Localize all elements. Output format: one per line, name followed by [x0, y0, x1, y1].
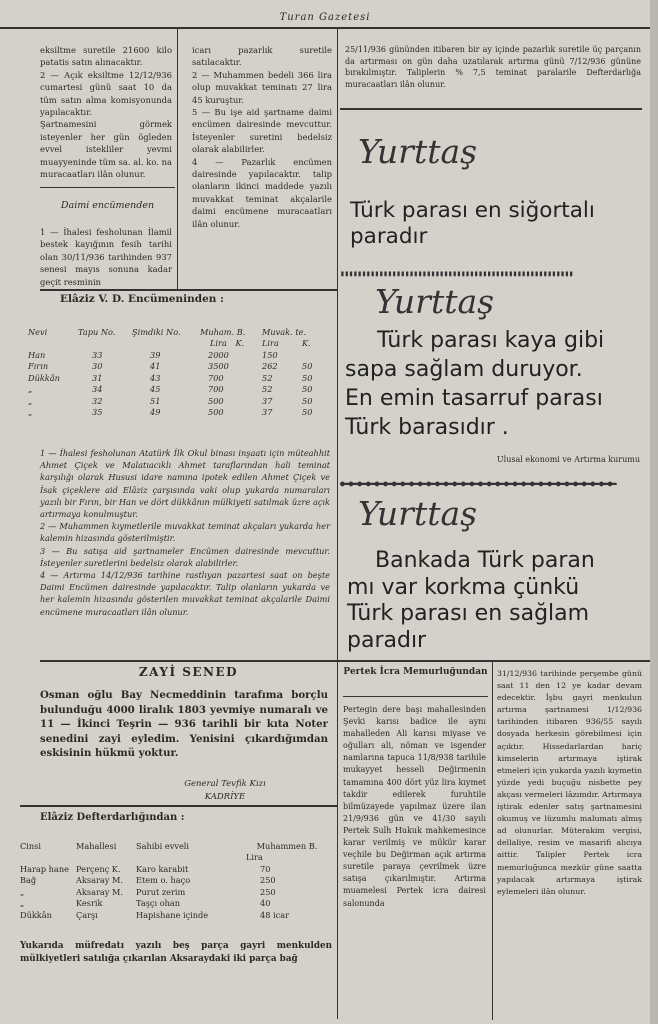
ad-slogan-line: mı var korkma çünkü: [347, 574, 580, 600]
table-cell-kurus: 50: [302, 384, 313, 395]
table-cell-lira: 37: [262, 407, 273, 418]
table-cell-simdiki: 43: [150, 372, 161, 383]
ad-slogan-line: En emin tasarruf parası: [345, 386, 603, 411]
ad-slogan-line: Bankada Türk paran: [375, 548, 595, 573]
table-cell-muham: 3500: [208, 361, 229, 372]
col-header: Muhammen B.: [256, 840, 318, 851]
col-header: Şimdiki No.: [132, 326, 181, 337]
ad-slogan-line: sapa sağlam duruyor.: [345, 357, 583, 382]
elaziz-vd-title: Elâziz V. D. Encümeninden :: [60, 293, 224, 305]
section-rule: [40, 660, 650, 662]
table-cell-nevi: Fırın: [28, 361, 49, 372]
notice-paragraph: 2 — Açık eksiltme 12/12/936 cumartesi günü saat 10 da tüm satın alma komisyonunda yapılacaktır.: [40, 69, 172, 118]
ad-slogan-line: Türk parası en sağlam: [347, 601, 590, 626]
table-cell-nevi: „: [28, 395, 33, 406]
yurttas-logo: Yurttaş: [375, 282, 495, 321]
daimi-text: 1 — İhalesi fesholunan İlamil bestek kayığının fesih tarihi olan 30/11/936 tarihinden 937 senesi mayıs sonuna kadar geçit resminin: [40, 227, 172, 287]
col-header: Sahibi evveli: [136, 840, 190, 851]
table-header-row: [28, 326, 333, 338]
notice-paragraph: 5 — Bu işe aid şartname daimi encümen dairesinde mevcuttur. İsteyenler suretini bedelsiz olarak alabilirler.: [192, 107, 332, 155]
table-cell-lira: 150: [262, 349, 278, 360]
table-row: [28, 372, 333, 384]
table-cell-mahalle: Çarşı: [76, 909, 98, 920]
table-subheader-row: [20, 852, 332, 864]
col-header: Nevi: [28, 326, 48, 337]
column-divider-right: [492, 660, 493, 1020]
table-cell-muham: 500: [208, 395, 224, 406]
table-cell-nevi: „: [28, 384, 33, 395]
table-cell-tapu: 31: [92, 372, 103, 383]
notice-paragraph: 1 — İhalesi fesholunan Atatürk İlk Okul binası inşaatı için müteahhit Ahmet Çiçek ve Malatıacıklı Ahmet taraflarından hali teminat karşılığı olarak Hususi idare namına ipotek edilen Ahmet Çiçek ve İsak çiçeklere aid Elâziz çarşısında vaki olup yukarda numaraları yazılı bir Fırın, bir Han ve dört dükkânın mülkiyeti satılmak üzre açık artırmaya konulmuştur.: [40, 448, 330, 520]
table-cell-nevi: „: [28, 407, 33, 418]
page-header: Turan Gazetesi: [279, 12, 371, 23]
table-cell-kurus: 50: [302, 361, 313, 372]
column-divider: [337, 29, 338, 1019]
table-cell-bedel: 48 icar: [260, 909, 290, 920]
defter-title: Elâziz Defterdarlığından :: [40, 812, 185, 823]
table-cell-simdiki: 45: [150, 384, 161, 395]
section-rule: [20, 805, 337, 807]
table-cell-bedel: 70: [260, 863, 271, 874]
ad-slogan: Türk parası en siğortalı paradır: [350, 198, 595, 249]
table-cell-mahalle: Aksaray M.: [76, 886, 123, 897]
col-subheader: K.: [302, 338, 311, 349]
auction-notice-col2: [192, 44, 332, 230]
defter-table: [20, 840, 332, 921]
table-cell-bedel: 250: [260, 886, 276, 897]
pertek-title: Pertek İcra Memurluğundan: [343, 667, 488, 677]
col-header: Mahallesi: [76, 840, 117, 851]
table-row: [20, 909, 332, 921]
table-cell-lira: 262: [262, 361, 278, 372]
table-cell-sahibi: Karo karabit: [136, 863, 189, 874]
table-cell-cinsi: Bağ: [20, 875, 37, 886]
section-rule: [343, 696, 488, 697]
zayi-text: Osman oğlu Bay Necmeddinin tarafıma borçlu bulunduğu 4000 liralık 1803 yevmiye numaralı ve 11 — İkinci Teşrin — 936 tarihli bir kıta Noter senedini zayi eyledim. Yenisini çıkardığımdan eskisinin hükmü yoktur.: [40, 689, 328, 760]
signature-name: KADRİYE: [204, 792, 246, 802]
pertek-continuation: 31/12/936 tarihinde perşembe günü saat 11 den 12 ye kadar devam edecektir. İşbu gayri menkulun artırma şartnamesi 1/12/936 tarihinden itibaren 936/55 sayılı dosyada herkesin görebilmesi için açıktır. Hissedarlardan hariç kimselerin artırmaya iştirak etmeleri için yukarda yazılı kıymetin yüzde yedi buçuğu nisbette pey akçası vermeleri lâzımdır. Artırmaya iştirak edenler satış şartnamesini okumuş ve lüzumlu malumatı almış ad olunurlar. Müterakim vergisi, dellaliye, resim ve masarifi alıcıya aittir. Talipler Pertek icra memurluğunca mezkür güne saatta yapılacak artırmaya iştirak eylemeleri ilân olunur.: [497, 669, 642, 896]
notice-paragraph: 4 — Artırma 14/12/936 tarihine rastlıyan pazartesi saat on beşte Daimi Encümen dairesinde yapılacaktır. Talip olanların yukarda ve her kalemin hizasında gösterilen muvakkat teminat akçalarile Daimi encümene muracaatları ilân olunur.: [40, 570, 330, 617]
table-cell-tapu: 34: [92, 384, 103, 395]
table-cell-simdiki: 51: [150, 395, 161, 406]
ad-slogan-line: paradır: [347, 627, 427, 653]
notice-paragraph: icarı pazarlık suretile satılacaktır.: [192, 45, 332, 68]
dotted-border: ●▬●▬●▬●▬●▬●▬●▬●▬●▬●▬●▬●▬●▬●▬●▬●▬●▬●▬●▬●▬●▬●▬●▬●▬●▬●▬●▬●▬●▬●▬●▬●▬: [340, 480, 617, 488]
table-row: [20, 886, 332, 898]
table-cell-cinsi: „: [20, 886, 25, 897]
notice-paragraph: 3 — Bu satışa aid şartnameler Encümen dairesinde mevcuttur. İsteyenler suretlerini bedelsiz olarak alabilirler.: [40, 545, 330, 568]
table-cell-tapu: 35: [92, 407, 103, 418]
table-row: [20, 863, 332, 875]
notice-paragraph: eksiltme suretile 21600 kilo patatis satın alınacaktır.: [40, 45, 172, 68]
col-header: Cinsi: [20, 840, 41, 851]
k-label: K.: [235, 338, 245, 349]
table-row: [28, 349, 333, 361]
table-cell-lira: 37: [262, 395, 273, 406]
lira-label: Lira: [210, 338, 227, 349]
table-cell-mahalle: Aksaray M.: [76, 875, 123, 886]
section-rule: [340, 108, 642, 110]
table-cell-simdiki: 41: [150, 361, 161, 372]
table-subheader-row: [28, 338, 333, 350]
yurttas-logo: Yurttaş: [358, 132, 478, 171]
auction-notice-col1: [40, 44, 172, 180]
table-row: [28, 384, 333, 396]
deadline-notice: 25/11/936 gününden itibaren bir ay içinde pazarlık suretile üç parçanın da artırması on gün daha uzatılarak artırma günü 7/12/936 gününe bırakılmıştır. Taliplerin % 7,5 teminat paralarile Defterdarlığa muracaatları ilân olunur.: [345, 45, 641, 89]
table-cell-nevi: Dükkân: [28, 372, 60, 383]
yurttas-logo: Yurttaş: [358, 494, 478, 533]
col-subheader: [200, 338, 262, 350]
section-rule: [40, 289, 337, 291]
notice-paragraph: 2 — Muhammen bedeli 366 lira olup muvakkat teminatı 27 lira 45 kuruştur.: [192, 69, 332, 105]
table-cell-sahibi: Hapishane içinde: [136, 909, 209, 920]
col-header: Tapu No.: [78, 326, 116, 337]
header-rule: [0, 27, 650, 29]
col-subheader: Lira: [262, 338, 279, 349]
table-cell-cinsi: „: [20, 898, 25, 909]
table-cell-kurus: 50: [302, 372, 313, 383]
table-cell-tapu: 33: [92, 349, 103, 360]
pertek-text: Pertegin dere başı mahallesinden Şevki karısı badice ile aynı mahalleden Ali karısı miyase ve oğulları ali, nöman ve isgender namlarına tapuca 11/8/938 tarihile mukayyet hesseli Değirmenin tamamına 400 dört yüz lira kıymet takdir edilerek furuhtile bilmüzayede yapılmaz üzere ilan 21/9/936 gün ve 41/30 sayılı Pertek Sulh Hukuk mahkemesince karar verilmiş ve mükür karar veçhile bu Değirman açık artırma suretile paraya çevrilmek üzre satışa çıkarılmıştır. Artırma muamelesi Pertek icra dairesi salonunda: [343, 705, 486, 908]
table-cell-sahibi: Etem o. haço: [136, 875, 191, 886]
table-cell-tapu: 32: [92, 395, 103, 406]
table-cell-simdiki: 39: [150, 349, 161, 360]
col-subheader: Lira: [246, 852, 263, 863]
table-cell-cinsi: Harap hane: [20, 863, 69, 874]
notice-paragraph: Şartnamesini görmek isteyenler her gün ögleden evvel istekliler yevmi muayyeninde tüm sa. al. ko. na muracaatları ilân olunur.: [40, 119, 172, 180]
table-cell-simdiki: 49: [150, 407, 161, 418]
table-cell-lira: 52: [262, 384, 273, 395]
table-cell-sahibi: Purut zerim: [136, 886, 186, 897]
defter-footer: Yukarıda müfredatı yazılı beş parça gayri menkulden mülkiyetleri satılığa çıkarılan Aksaraydaki iki parça bağ: [20, 941, 332, 964]
table-row: [20, 875, 332, 887]
table-row: [28, 361, 333, 373]
table-row: [28, 407, 333, 419]
table-cell-nevi: Han: [28, 349, 46, 360]
elaziz-vd-text: [40, 447, 330, 618]
ad-org: Ulusal ekonomi ve Artırma kurumu: [496, 455, 640, 464]
zayi-signature: [160, 778, 290, 804]
table-cell-kurus: 50: [302, 407, 313, 418]
dotted-border: ▮▮▮▮▮▮▮▮▮▮▮▮▮▮▮▮▮▮▮▮▮▮▮▮▮▮▮▮▮▮▮▮▮▮▮▮▮▮▮▮▮▮▮▮▮▮▮▮▮▮▮▮▮▮: [340, 270, 574, 278]
table-cell-lira: 52: [262, 372, 273, 383]
ad-slogan-block: [347, 548, 647, 654]
table-cell-muham: 500: [208, 407, 224, 418]
table-cell-mahalle: Kesrik: [76, 898, 103, 909]
table-cell-muham: 700: [208, 384, 224, 395]
table-row: [20, 898, 332, 910]
table-cell-kurus: [302, 349, 333, 361]
column-divider-small: [177, 29, 178, 289]
table-cell-muham: 700: [208, 372, 224, 383]
col-header: Muvak. te.: [262, 326, 307, 337]
table-cell-bedel: 40: [260, 898, 271, 909]
daimi-heading: Daimi encümenden: [60, 200, 155, 211]
col-header: Muham. B.: [200, 326, 246, 337]
signature-line: General Tevfik Kızı: [184, 779, 266, 789]
table-cell-sahibi: Taşçı ohan: [136, 898, 181, 909]
ad-slogan-line: Türk parası kaya gibi: [377, 328, 605, 353]
table-cell-muham: 2000: [208, 349, 229, 360]
table-row: [28, 395, 333, 407]
section-rule: [40, 187, 175, 188]
notice-paragraph: 2 — Muhammen kıymetlerile muvakkat teminat akçaları yukarda her kalemin hizasında gösterilmiştir.: [40, 521, 330, 544]
ad-slogan-block: [345, 326, 645, 442]
ad-slogan-line: Türk barasıdır .: [345, 415, 509, 440]
table-cell-bedel: 250: [260, 875, 276, 886]
table-cell-cinsi: Dükkân: [20, 909, 52, 920]
table-cell-mahalle: Perçenç K.: [76, 863, 121, 874]
table-cell-tapu: 30: [92, 361, 103, 372]
property-table: [28, 326, 333, 418]
table-cell-kurus: 50: [302, 395, 313, 406]
table-header-row: [20, 840, 332, 852]
zayi-title: ZAYİ SENED: [138, 665, 239, 679]
notice-paragraph: 4 — Pazarlık encümen dairesinde yapılacaktır. talip olanların ikinci maddede yazılı muvakkat teminat akçalarile daimi encümene muracaatları ilân olunur.: [192, 156, 332, 229]
